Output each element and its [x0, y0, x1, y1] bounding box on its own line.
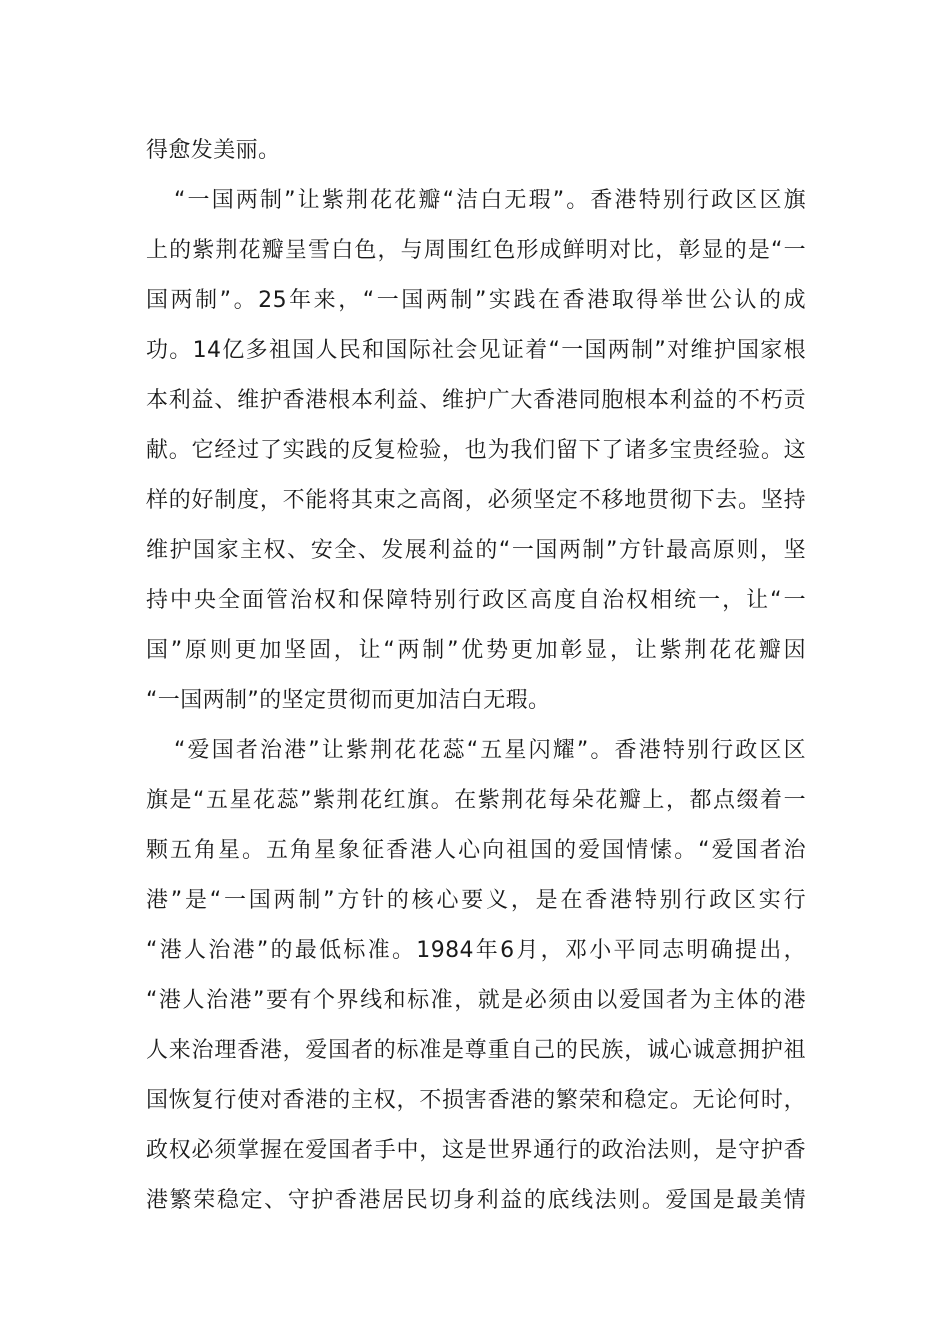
text-line: 国两制”。25年来，“一国两制”实践在香港取得举世公认的成	[146, 288, 806, 313]
text-line: 持中央全面管治权和保障特别行政区高度自治权相统一，让“一	[146, 588, 806, 613]
text-line: 国恢复行使对香港的主权，不损害香港的繁荣和稳定。无论何时，	[146, 1088, 806, 1113]
text-line: 政权必须掌握在爱国者手中，这是世界通行的政治法则，是守护香	[146, 1138, 806, 1163]
text-line: 功。14亿多祖国人民和国际社会见证着“一国两制”对维护国家根	[146, 338, 806, 363]
text-line: 颗五角星。五角星象征香港人心向祖国的爱国情愫。“爱国者治	[146, 838, 806, 863]
text-line: 港”是“一国两制”方针的核心要义，是在香港特别行政区实行	[146, 888, 806, 913]
text-line: 国”原则更加坚固，让“两制”优势更加彰显，让紫荆花花瓣因	[146, 638, 806, 663]
text-line: 本利益、维护香港根本利益、维护广大香港同胞根本利益的不朽贡	[146, 388, 806, 413]
text-line: 样的好制度，不能将其束之高阁，必须坚定不移地贯彻下去。坚持	[146, 488, 806, 513]
text-line: “一国两制”的坚定贯彻而更加洁白无瑕。	[146, 688, 551, 713]
text-line: 得愈发美丽。	[146, 138, 281, 163]
text-line: “港人治港”的最低标准。1984年6月，邓小平同志明确提出，	[146, 938, 806, 963]
text-line: “港人治港”要有个界线和标准，就是必须由以爱国者为主体的港	[146, 988, 806, 1013]
text-line: “一国两制”让紫荆花花瓣“洁白无瑕”。香港特别行政区区旗	[174, 188, 806, 213]
text-line: 旗是“五星花蕊”紫荆花红旗。在紫荆花每朵花瓣上，都点缀着一	[146, 788, 806, 813]
text-line: “爱国者治港”让紫荆花花蕊“五星闪耀”。香港特别行政区区	[174, 738, 806, 763]
text-line: 献。它经过了实践的反复检验，也为我们留下了诸多宝贵经验。这	[146, 438, 806, 463]
article-body	[146, 126, 806, 1226]
text-line: 人来治理香港，爱国者的标准是尊重自己的民族，诚心诚意拥护祖	[146, 1038, 806, 1063]
text-line: 维护国家主权、安全、发展利益的“一国两制”方针最高原则，坚	[146, 538, 806, 563]
text-line: 港繁荣稳定、守护香港居民切身利益的底线法则。爱国是最美情	[146, 1188, 806, 1213]
text-line: 上的紫荆花瓣呈雪白色，与周围红色形成鲜明对比，彰显的是“一	[146, 238, 806, 263]
